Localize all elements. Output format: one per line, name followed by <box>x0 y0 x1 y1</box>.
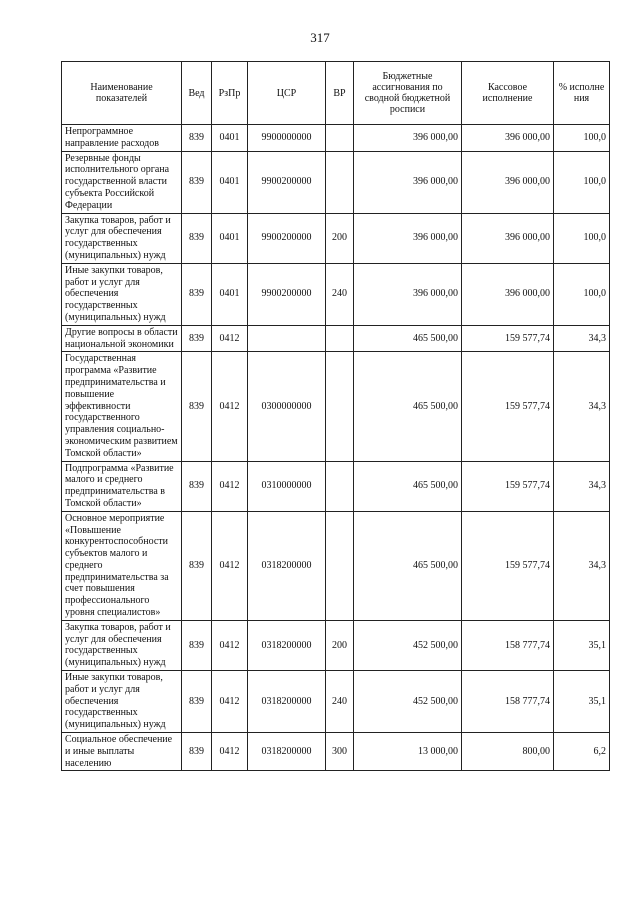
cell-percent: 100,0 <box>554 151 610 213</box>
cell-name: Основное мероприятие «Повышение конкурентоспособности субъектов малого и среднего предпринимательства за счет повышения профессионального уровня специалистов» <box>62 511 182 620</box>
table-row <box>62 125 610 152</box>
cell-cash: 800,00 <box>462 733 554 771</box>
cell-vr <box>326 125 354 152</box>
cell-vr <box>326 461 354 511</box>
cell-name: Подпрограмма «Развитие малого и среднего предпринимательства в Томской области» <box>62 461 182 511</box>
cell-vr <box>326 151 354 213</box>
cell-name: Социальное обеспечение и иные выплаты населению <box>62 733 182 771</box>
cell-ved: 839 <box>182 461 212 511</box>
cell-percent: 34,3 <box>554 325 610 352</box>
cell-vr <box>326 325 354 352</box>
cell-cash: 396 000,00 <box>462 151 554 213</box>
cell-assigned: 396 000,00 <box>354 125 462 152</box>
cell-percent: 34,3 <box>554 511 610 620</box>
cell-vr <box>326 352 354 461</box>
cell-percent: 35,1 <box>554 620 610 670</box>
cell-assigned: 396 000,00 <box>354 263 462 325</box>
cell-assigned: 396 000,00 <box>354 151 462 213</box>
cell-vr: 300 <box>326 733 354 771</box>
cell-vr: 240 <box>326 671 354 733</box>
table-row <box>62 620 610 670</box>
table-row <box>62 213 610 263</box>
cell-rzpr: 0412 <box>212 671 248 733</box>
cell-vr: 200 <box>326 213 354 263</box>
cell-name: Закупка товаров, работ и услуг для обеспечения государственных (муниципальных) нужд <box>62 213 182 263</box>
cell-cash: 158 777,74 <box>462 620 554 670</box>
header-assigned: Бюджетные ассигнования по сводной бюджетной росписи <box>354 62 462 125</box>
cell-rzpr: 0401 <box>212 151 248 213</box>
cell-percent: 34,3 <box>554 352 610 461</box>
cell-name: Резервные фонды исполнительного органа государственной власти субъекта Российской Федерации <box>62 151 182 213</box>
cell-csr: 9900200000 <box>248 151 326 213</box>
cell-vr <box>326 511 354 620</box>
cell-rzpr: 0412 <box>212 352 248 461</box>
cell-csr: 9900200000 <box>248 213 326 263</box>
table-row <box>62 263 610 325</box>
cell-cash: 159 577,74 <box>462 325 554 352</box>
cell-cash: 159 577,74 <box>462 461 554 511</box>
header-csr: ЦСР <box>248 62 326 125</box>
cell-vr: 200 <box>326 620 354 670</box>
cell-percent: 100,0 <box>554 213 610 263</box>
header-vr: ВР <box>326 62 354 125</box>
table-row <box>62 325 610 352</box>
cell-rzpr: 0401 <box>212 263 248 325</box>
cell-name: Государственная программа «Развитие предпринимательства и повышение эффективности государственного управления социально-экономическим развитием Томской области» <box>62 352 182 461</box>
cell-ved: 839 <box>182 671 212 733</box>
cell-assigned: 396 000,00 <box>354 213 462 263</box>
table-row <box>62 671 610 733</box>
cell-ved: 839 <box>182 213 212 263</box>
cell-vr: 240 <box>326 263 354 325</box>
cell-percent: 34,3 <box>554 461 610 511</box>
cell-name: Другие вопросы в области национальной экономики <box>62 325 182 352</box>
cell-csr: 0318200000 <box>248 620 326 670</box>
cell-csr: 9900200000 <box>248 263 326 325</box>
cell-ved: 839 <box>182 151 212 213</box>
cell-cash: 159 577,74 <box>462 352 554 461</box>
cell-ved: 839 <box>182 620 212 670</box>
cell-assigned: 465 500,00 <box>354 325 462 352</box>
cell-assigned: 13 000,00 <box>354 733 462 771</box>
budget-execution-table <box>61 61 610 771</box>
cell-ved: 839 <box>182 511 212 620</box>
cell-csr: 0318200000 <box>248 671 326 733</box>
cell-assigned: 465 500,00 <box>354 511 462 620</box>
cell-name: Иные закупки товаров, работ и услуг для обеспечения государственных (муниципальных) нужд <box>62 263 182 325</box>
page-number: 317 <box>310 30 330 45</box>
cell-rzpr: 0412 <box>212 325 248 352</box>
cell-ved: 839 <box>182 352 212 461</box>
cell-rzpr: 0401 <box>212 213 248 263</box>
cell-assigned: 465 500,00 <box>354 461 462 511</box>
cell-cash: 396 000,00 <box>462 125 554 152</box>
table-body <box>62 125 610 771</box>
cell-name: Непрограммное направление расходов <box>62 125 182 152</box>
header-cash: Кассовое исполнение <box>462 62 554 125</box>
cell-rzpr: 0412 <box>212 620 248 670</box>
cell-percent: 35,1 <box>554 671 610 733</box>
cell-ved: 839 <box>182 125 212 152</box>
cell-csr: 0318200000 <box>248 511 326 620</box>
table-header-row <box>62 62 610 125</box>
cell-csr: 0318200000 <box>248 733 326 771</box>
table-row <box>62 511 610 620</box>
cell-cash: 159 577,74 <box>462 511 554 620</box>
cell-rzpr: 0412 <box>212 733 248 771</box>
cell-name: Иные закупки товаров, работ и услуг для обеспечения государственных (муниципальных) нужд <box>62 671 182 733</box>
table-row <box>62 352 610 461</box>
header-rzpr: РзПр <box>212 62 248 125</box>
cell-csr: 0310000000 <box>248 461 326 511</box>
cell-percent: 100,0 <box>554 125 610 152</box>
cell-assigned: 452 500,00 <box>354 671 462 733</box>
cell-csr: 0300000000 <box>248 352 326 461</box>
cell-csr <box>248 325 326 352</box>
cell-cash: 396 000,00 <box>462 263 554 325</box>
cell-cash: 158 777,74 <box>462 671 554 733</box>
table-row <box>62 151 610 213</box>
cell-assigned: 452 500,00 <box>354 620 462 670</box>
header-ved: Вед <box>182 62 212 125</box>
cell-ved: 839 <box>182 325 212 352</box>
cell-rzpr: 0401 <box>212 125 248 152</box>
cell-ved: 839 <box>182 733 212 771</box>
cell-percent: 6,2 <box>554 733 610 771</box>
table-row <box>62 733 610 771</box>
header-name: Наименование показателей <box>62 62 182 125</box>
table-row <box>62 461 610 511</box>
cell-name: Закупка товаров, работ и услуг для обеспечения государственных (муниципальных) нужд <box>62 620 182 670</box>
cell-csr: 9900000000 <box>248 125 326 152</box>
cell-ved: 839 <box>182 263 212 325</box>
header-percent: % исполне ния <box>554 62 610 125</box>
cell-cash: 396 000,00 <box>462 213 554 263</box>
cell-rzpr: 0412 <box>212 511 248 620</box>
cell-percent: 100,0 <box>554 263 610 325</box>
cell-rzpr: 0412 <box>212 461 248 511</box>
cell-assigned: 465 500,00 <box>354 352 462 461</box>
